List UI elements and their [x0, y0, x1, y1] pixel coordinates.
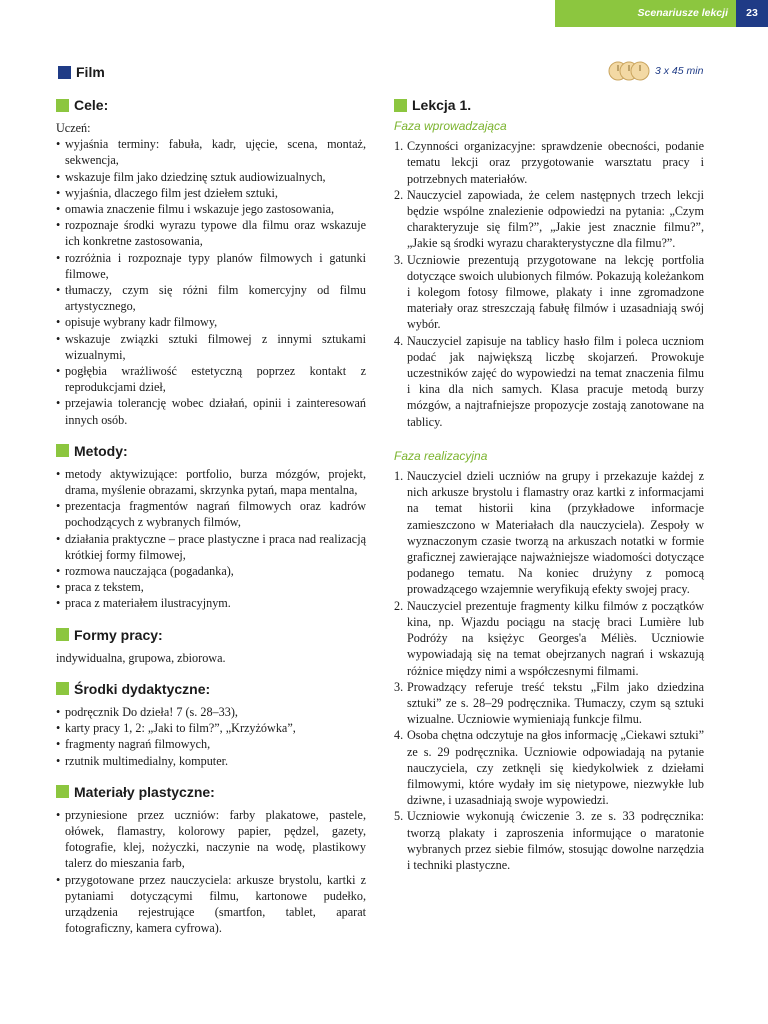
unit-title	[58, 64, 105, 80]
lesson-duration	[608, 60, 703, 82]
running-header-title: Scenariusze lekcji	[637, 7, 728, 20]
methods-section	[56, 442, 366, 612]
green-square-icon	[56, 785, 69, 798]
methods-list	[56, 466, 366, 612]
list-item: • wskazuje film jako dziedzinę sztuk audiowizualnych,	[56, 169, 366, 185]
list-item: • wyjaśnia terminy: fabuła, kadr, ujęcie, scena, montaż, sekwencja,	[56, 136, 366, 168]
green-square-icon	[56, 99, 69, 112]
list-item: • praca z tekstem,	[56, 579, 366, 595]
list-item: 3. Prowadzący referuje treść tekstu „Film jako dziedzina sztuki” ze s. 28–29 podręcznika. Tłumaczy, czym są sztuki wizualne. Uczniowie wymieniają funkcje filmu.	[394, 679, 704, 727]
duration-text: 3 x 45 min	[655, 64, 704, 77]
green-square-icon	[56, 682, 69, 695]
list-item: • wyjaśnia, dlaczego film jest dziełem sztuki,	[56, 185, 366, 201]
work-forms-heading-text: Formy pracy:	[74, 626, 163, 643]
page-number: 23	[736, 0, 768, 27]
list-item: • podręcznik Do dzieła! 7 (s. 28–33),	[56, 704, 366, 720]
methods-heading-text: Metody:	[74, 442, 128, 459]
list-item: • karty pracy 1, 2: „Jaki to film?”, „Krzyżówka”,	[56, 720, 366, 736]
phase-intro-title: Faza wprowadzająca	[394, 119, 507, 133]
list-item: 4. Nauczyciel zapisuje na tablicy hasło film i poleca uczniom podać jak największą liczbę skojarzeń. Prowokuje uczestników zajęć do wypowiedzi na temat znaczenia filmu i kina dla nich samych. Klasa pracuje metodą burzy mózgów, a najtrafniejsze propozycje zostają zanotowane na tablicy.	[394, 333, 704, 429]
list-item: 1. Nauczyciel dzieli uczniów na grupy i przekazuje każdej z nich arkusze brystolu i flamastry oraz kartki z informacjami na temat historii kina (przykładowe informacje zamieszczono w Materiałach dla nauczyciela). Zespoły w wyznaczonym czasie tworzą na arkuszach notatki w formie graficznej zawierające najważniejsze wiadomości dotyczące podanego tematu. Na koniec drużyny z pomocą prowadzącego wzajemnie weryfikują efekty swojej pracy.	[394, 469, 704, 597]
list-item: • fragmenty nagrań filmowych,	[56, 736, 366, 752]
left-column	[56, 96, 366, 950]
unit-title-text: Film	[76, 64, 105, 80]
green-square-icon	[56, 628, 69, 641]
work-forms-text: indywidualna, grupowa, zbiorowa.	[56, 650, 226, 665]
list-item: 5. Uczniowie wykonują ćwiczenie 3. ze s. 33 podręcznika: tworzą plakaty i zaproszenia informujące o maratonie wybranych przez siebie filmów, stosując dowolne narzędzia i techniki plastyczne.	[394, 809, 704, 872]
list-item: • rozmowa nauczająca (pogadanka),	[56, 563, 366, 579]
list-item: • tłumaczy, czym się różni film komercyjny od filmu artystycznego,	[56, 282, 366, 314]
goals-heading-text: Cele:	[74, 97, 109, 113]
running-header	[555, 0, 768, 27]
list-item: 1. Czynności organizacyjne: sprawdzenie obecności, podanie tematu lekcji oraz przygotowanie warsztatu pracy i potrzebnych materiałów.	[394, 139, 704, 186]
phase-main-title: Faza realizacyjna	[394, 448, 488, 463]
art-materials-list	[56, 807, 366, 937]
list-item: • przygotowane przez nauczyciela: arkusze brystolu, kartki z pytaniami dotyczącymi filmu, kartonowe pudełko, urządzenia rejestrujące (smartfon, tablet, aparat fotograficzny, kamera cyfrowa).	[56, 872, 366, 937]
list-item: • pogłębia wrażliwość estetyczną poprzez kontakt z reprodukcjami dzieł,	[56, 363, 366, 395]
list-item: • rozpoznaje środki wyrazu typowe dla filmu oraz wskazuje ich konkretne zastosowania,	[56, 217, 366, 249]
goals-heading	[56, 96, 366, 114]
art-materials-section	[56, 783, 366, 937]
art-materials-heading	[56, 783, 366, 801]
list-item: • opisuje wybrany kadr filmowy,	[56, 314, 366, 330]
list-item: 2. Nauczyciel prezentuje fragmenty kilku filmów z początków kina, np. Wjazdu pociągu na stację braci Lumière lub Podróży na księżyc Georges'a Méliès. Uczniowie wypowiadają się na temat obejrzanych nagrań i wskazują różnice między nimi a współczesnymi filmami.	[394, 598, 704, 678]
lesson-heading	[394, 96, 704, 114]
goals-intro: Uczeń:	[56, 121, 91, 135]
green-square-icon	[394, 99, 407, 112]
teaching-aids-heading-text: Środki dydaktyczne:	[74, 680, 211, 697]
lesson-heading-text: Lekcja 1.	[412, 97, 472, 113]
list-item: • prezentacja fragmentów nagrań filmowych oraz kadrów pochodzących z wybranych filmów,	[56, 498, 366, 530]
goals-section	[56, 96, 366, 428]
list-item: 3. Uczniowie prezentują przygotowane na lekcję portfolia dotyczące swoich ulubionych filmów. Pokazują koleżankom i kolegom fotosy filmowe, plakaty i inne zgromadzone materiały oraz streszczają fabułę filmów i uzasadniają swój wybór.	[394, 252, 704, 332]
list-item: 2. Nauczyciel zapowiada, że celem następnych trzech lekcji będzie wspólne znalezienie odpowiedzi na pytania: „Czym charakteryzuje się film?”, „Jakie jest znacznie filmu?”, „Jakie są środki wyrazu charakterystyczne dla filmu?”.	[394, 187, 704, 251]
art-materials-heading-text: Materiały plastyczne:	[74, 783, 215, 800]
list-item: • działania praktyczne – prace plastyczne i praca nad realizacją krótkiej formy filmowej,	[56, 531, 366, 563]
work-forms-section	[56, 626, 366, 666]
clock-icon	[608, 60, 650, 82]
list-item: • rozróżnia i rozpoznaje typy planów filmowych i gatunki filmowe,	[56, 250, 366, 282]
list-item: • praca z materiałem ilustracyjnym.	[56, 595, 366, 611]
teaching-aids-heading	[56, 680, 366, 698]
teaching-aids-list	[56, 704, 366, 769]
list-item: • przejawia tolerancję wobec działań, opinii i zainteresowań innych osób.	[56, 395, 366, 427]
list-item: • przyniesione przez uczniów: farby plakatowe, pastele, ołówek, flamastry, kolorowy papier, pędzel, gazety, fotografie, klej, nożyczki, naczynie na wodę, plastikowy talerz do mieszania farb,	[56, 807, 366, 872]
list-item: • metody aktywizujące: portfolio, burza mózgów, projekt, drama, myślenie obrazami, skrzynka pytań, mapa mentalna,	[56, 466, 366, 498]
list-item: • omawia znaczenie filmu i wskazuje jego zastosowania,	[56, 201, 366, 217]
phase-intro-list	[394, 138, 704, 430]
blue-square-icon	[58, 66, 71, 79]
list-item: • rzutnik multimedialny, komputer.	[56, 753, 366, 769]
methods-heading	[56, 442, 366, 460]
list-item: 4. Osoba chętna odczytuje na głos informację „Ciekawi sztuki” ze s. 29 podręcznika. Uczniowie odpowiadają na pytanie nauczyciela, czy zetknęli się kiedykolwiek z dziełami filmowymi, które wydały im się nietypowe, niezwykłe lub dziwne, i uzasadniają swoje wypowiedzi.	[394, 728, 704, 808]
teaching-aids-section	[56, 680, 366, 769]
green-square-icon	[56, 444, 69, 457]
work-forms-heading	[56, 626, 366, 644]
list-item: • wskazuje związki sztuki filmowej z innymi sztukami wizualnymi,	[56, 331, 366, 363]
phase-main-list	[394, 468, 704, 873]
goals-list	[56, 136, 366, 428]
right-column	[394, 96, 704, 873]
